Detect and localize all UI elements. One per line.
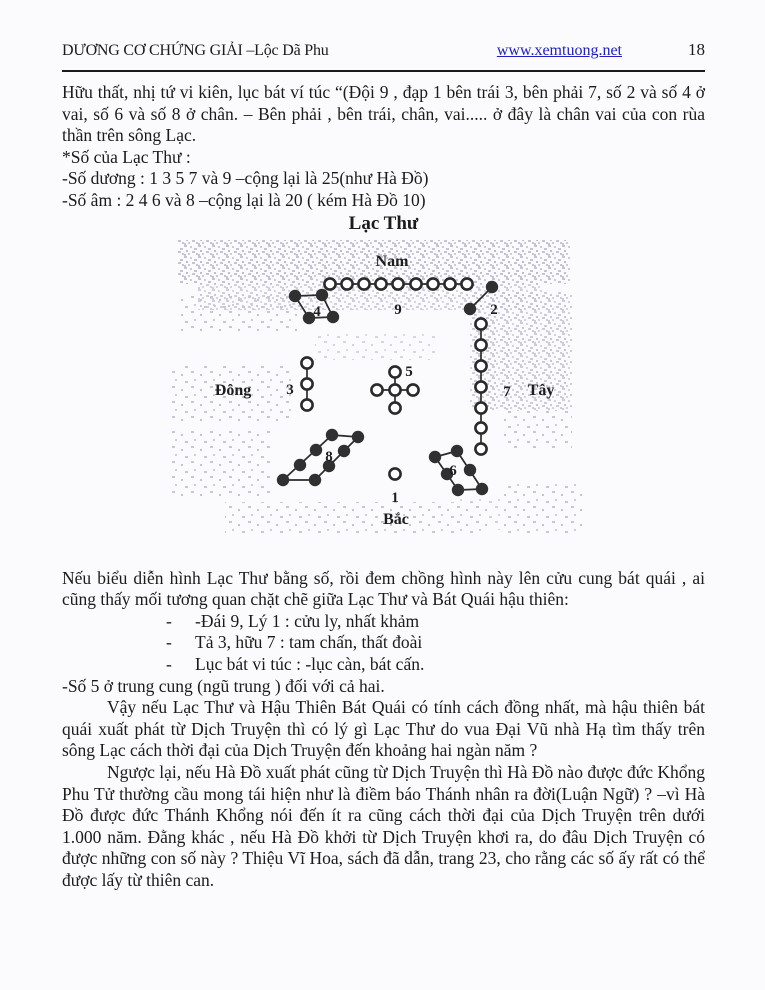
website-link[interactable]: www.xemtuong.net (496, 42, 622, 59)
bullet-text: Lục bát vi túc : -lục càn, bát cấn. (195, 653, 425, 674)
line-so-cua-lac-thu: *Số của Lạc Thư : (62, 146, 191, 167)
label-dong: Đông (214, 381, 252, 399)
page-content (62, 82, 705, 891)
number-1: 1 (391, 489, 399, 506)
page-number: 18 (688, 40, 705, 59)
bullet-item-1 (166, 611, 705, 633)
dots-group-9 (324, 278, 472, 289)
label-tay: Tây (527, 381, 555, 399)
dots-group-8 (277, 428, 364, 485)
label-nam: Nam (375, 252, 409, 270)
paragraph-turtle: Hữu thất, nhị tứ vi kiên, lục bát ví túc “(Đội 9 , đạp 1 bên trái 3, bên phải 7, số 2 và số 4 ở vai, số 6 và số 8 ở chân. – Bên phải , bên trái, chân, vai..... ở đây là chân vai của con rùa thần trên sông Lạc. (62, 82, 705, 146)
bullet-text: -Đái 9, Lý 1 : cửu ly, nhất khảm (195, 610, 420, 631)
bullet-item-2 (166, 632, 705, 654)
dots-group-1 (389, 468, 400, 479)
header-rule (62, 70, 705, 72)
number-7: 7 (503, 383, 511, 400)
bullet-dash: - (166, 632, 172, 653)
bullet-dash: - (166, 653, 172, 674)
paragraph-vay-neu: Vậy nếu Lạc Thư và Hậu Thiên Bát Quái có tính cách đồng nhất, mà hậu thiên bát quái xuất phát từ Dịch Truyện thì có lý gì Lạc Thư do vua Đại Vũ nhà Hạ tìm thấy trên sông Lạc cách thời đại của Dịch Truyện đến khoảng hai ngàn năm ? (62, 697, 705, 761)
lac-thu-diagram (62, 234, 705, 544)
number-5: 5 (405, 363, 413, 380)
line-so-duong: -Số dương : 1 3 5 7 và 9 –cộng lại là 25(như Hà Đồ) (62, 168, 429, 189)
label-bac: Bắc (383, 510, 409, 528)
dots-group-3 (301, 357, 312, 410)
document-title: DƯƠNG CƠ CHỨNG GIẢI –Lộc Dã Phu (62, 42, 329, 59)
line-so-am: -Số âm : 2 4 6 và 8 –cộng lại là 20 ( kém Hà Đồ 10) (62, 189, 426, 210)
page-header (62, 40, 705, 60)
lac-thu-figure (170, 234, 590, 544)
figure-title: Lạc Thư (348, 212, 419, 234)
paragraph-nguoc-lai: Ngược lại, nếu Hà Đồ xuất phát cũng từ Dịch Truyện thì Hà Đồ nào được đức Khổng Phu Tử thường cầu mong tái hiện như là điềm báo Thánh nhân ra đời(Luận Ngữ) ? –vì Hà Đồ được đức Thánh Khổng nói đến ít ra cũng cách thời đại của Dịch Truyện trên dưới 1.000 năm. Đằng khác , nếu Hà Đồ khởi từ Dịch Truyện khơi ra, do đâu Dịch Truyện có được những con số này ? Thiệu Vĩ Hoa, sách đã dẫn, trang 23, cho rằng các số ấy rất có thể được lấy từ thiên can. (62, 761, 705, 890)
number-9: 9 (394, 301, 402, 318)
number-2: 2 (490, 301, 498, 318)
number-4: 4 (313, 303, 321, 320)
bullet-item-3 (166, 654, 705, 676)
number-6: 6 (449, 462, 457, 479)
paragraph-cuu-cung: Nếu biểu diễn hình Lạc Thư bằng số, rồi đem chồng hình này lên cửu cung bát quái , ai cũng thấy mối tương quan chặt chẽ giữa Lạc Thư và Bát Quái hậu thiên: (62, 567, 705, 610)
bullet-dash: - (166, 610, 172, 631)
line-so-5-trung-cung: -Số 5 ở trung cung (ngũ trung ) đối với cả hai. (62, 675, 385, 696)
bullet-text: Tả 3, hữu 7 : tam chấn, thất đoài (195, 632, 423, 653)
number-3: 3 (286, 381, 294, 398)
number-8: 8 (325, 448, 333, 465)
